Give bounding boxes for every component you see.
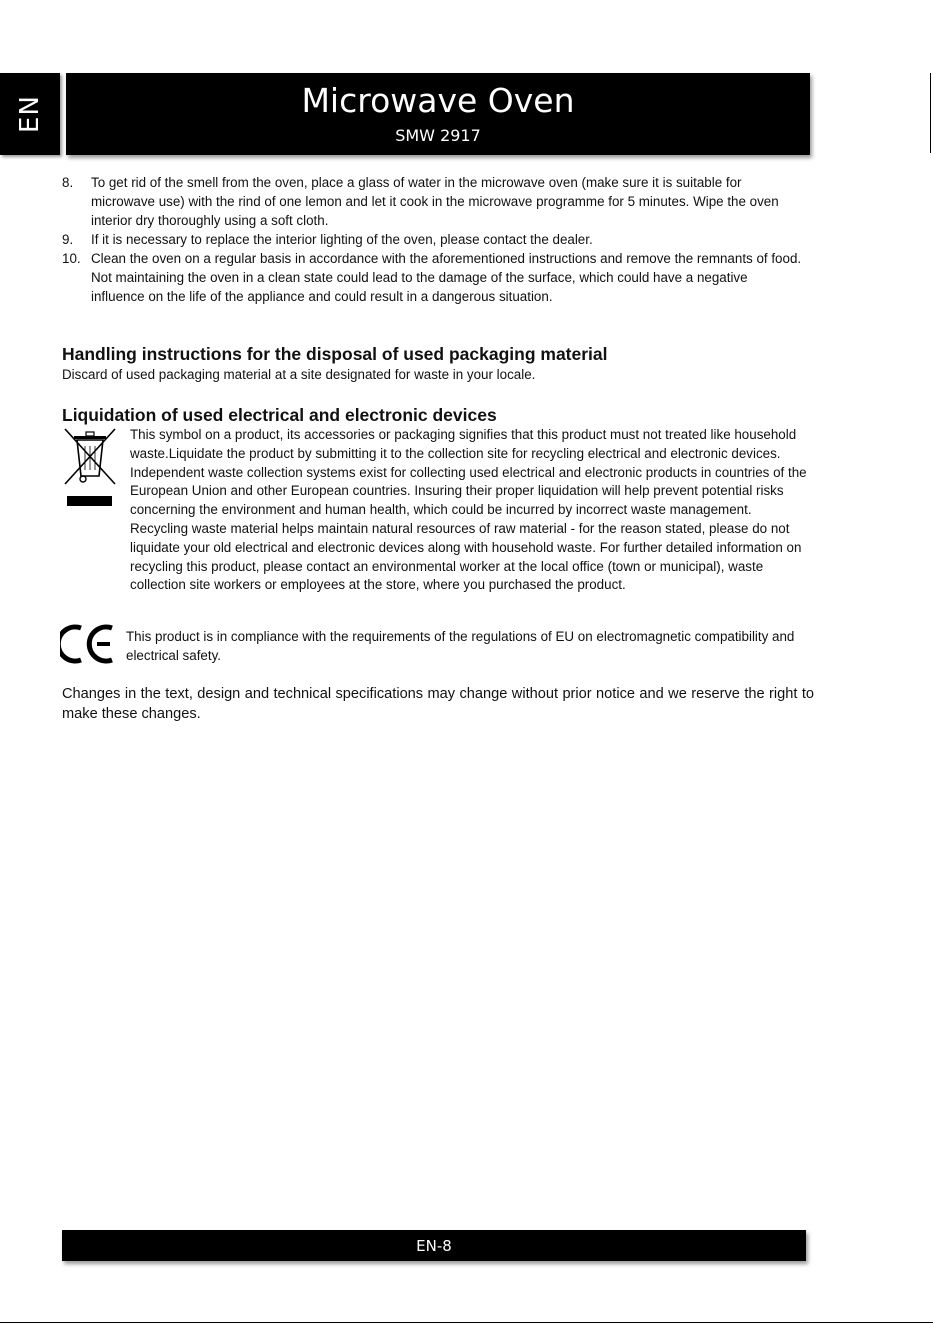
ce-compliance-text: This product is in compliance with the requirements of the regulations of EU on electromagnetic compatibility and electrical safety. [126,629,795,663]
language-tab [0,73,60,155]
language-tab-label: EN [14,95,45,133]
header-bar [66,73,810,155]
list-item-number: 9. [62,232,74,247]
weee-bin-icon [62,426,118,508]
page-title: Microwave Oven [301,81,575,120]
liquidation-text: This symbol on a product, its accessories or packaging signifies that this product must not treated like household waste.Liquidate the product by submitting it to the collection site for recycling electrical and electronic devices. Independent waste collection systems exist for collecting used electrical and electronic products in countries of the European Union and other European countries. Insuring their proper liquidation will help prevent potential risks concerning the environment and human health, which could be incurred by incorrect waste management. Recycling waste material helps maintain natural resources of raw material - for the reason stated, please do not liquidate your old electrical and electronic devices along with household waste. For further detailed information on recycling this product, please contact an environmental worker at the local office (town or municipal), waste collection site workers or employees at the store, where you purchased the product. [130,427,807,593]
ce-mark-icon [60,624,116,664]
list-item-number: 8. [62,175,74,190]
list-item [62,173,802,230]
model-number: SMW 2917 [395,126,481,145]
edge-divider [930,73,931,153]
list-item [62,249,802,306]
changes-notice: Changes in the text, design and technical specifications may change without prior notice and we reserve the right to make these changes. [62,686,814,722]
packaging-text: Discard of used packaging material at a site designated for waste in your locale. [62,367,536,382]
packaging-heading: Handling instructions for the disposal of used packaging material [62,344,608,364]
footer-bar [62,1230,806,1261]
list-item-text: If it is necessary to replace the interior lighting of the oven, please contact the dealer. [91,232,593,247]
list-item-number: 10. [62,251,81,266]
list-item-text: To get rid of the smell from the oven, place a glass of water in the microwave oven (make sure it is suitable for microwave use) with the rind of one lemon and let it cook in the microwave programme for 5 minutes. Wipe the oven interior dry thoroughly using a soft cloth. [91,175,779,228]
instruction-list [62,173,802,306]
list-item-text: Clean the oven on a regular basis in accordance with the aforementioned instructions and remove the remnants of food. Not maintaining the oven in a clean state could lead to the damage of the surface, which could have a negative influence on the life of the appliance and could result in a dangerous situation. [91,251,802,304]
bottom-divider [0,1322,933,1323]
liquidation-heading: Liquidation of used electrical and electronic devices [62,405,497,425]
page-number: EN-8 [416,1236,452,1255]
list-item [62,230,802,249]
